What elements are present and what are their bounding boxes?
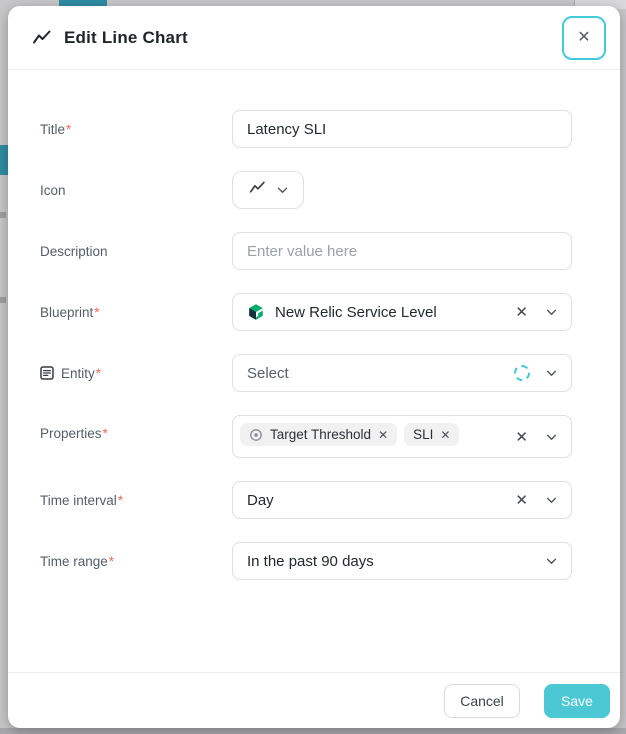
line-chart-icon [32, 30, 52, 45]
tag-label: SLI [413, 427, 434, 442]
required-asterisk: * [117, 492, 124, 508]
remove-tag-icon[interactable]: ✕ [378, 427, 389, 442]
remove-tag-icon[interactable]: ✕ [440, 427, 451, 442]
selected-tags [240, 423, 515, 446]
chevron-down-icon[interactable] [546, 497, 557, 504]
chevron-down-icon[interactable] [546, 434, 557, 441]
cancel-button[interactable]: Cancel [444, 684, 520, 718]
entity-list-icon [40, 366, 54, 380]
line-chart-icon [249, 181, 266, 199]
icon-label: Icon [40, 182, 66, 198]
description-input[interactable] [232, 232, 572, 270]
entity-select[interactable] [232, 354, 572, 392]
entity-placeholder: Select [247, 364, 289, 382]
time-range-label: Time range * [40, 553, 115, 569]
new-relic-logo-icon [247, 303, 265, 321]
dialog-header [8, 6, 620, 70]
icon-picker-dropdown[interactable] [232, 171, 304, 209]
dialog-footer [8, 672, 620, 728]
backdrop-bottom-strip [0, 728, 626, 734]
entity-label: Entity * [40, 366, 232, 381]
time-interval-value: Day [247, 491, 274, 509]
clear-icon[interactable]: ✕ [515, 428, 528, 446]
chevron-down-icon[interactable] [546, 309, 557, 316]
save-button[interactable]: Save [544, 684, 610, 718]
tag-target-threshold[interactable] [240, 423, 397, 446]
field-row-title [40, 110, 572, 148]
chevron-down-icon[interactable] [546, 558, 557, 565]
clear-icon[interactable]: ✕ [515, 303, 528, 321]
field-row-icon [40, 171, 572, 209]
blueprint-label: Blueprint * [40, 304, 100, 320]
close-icon: ✕ [577, 28, 591, 46]
properties-label: Properties * [40, 426, 108, 441]
time-interval-select[interactable] [232, 481, 572, 519]
time-range-value: In the past 90 days [247, 552, 374, 570]
loading-spinner-icon [514, 365, 530, 381]
backdrop-text-fragment [0, 212, 6, 218]
field-row-properties [40, 415, 572, 458]
tag-label: Target Threshold [270, 427, 372, 442]
field-row-time-interval [40, 481, 572, 519]
field-row-time-range [40, 542, 572, 580]
dialog-title: Edit Line Chart [64, 27, 188, 47]
description-label: Description [40, 243, 108, 259]
dialog-body [8, 70, 620, 672]
time-range-select[interactable] [232, 542, 572, 580]
clear-icon[interactable]: ✕ [515, 491, 528, 509]
target-icon [249, 428, 263, 442]
field-row-blueprint [40, 293, 572, 331]
required-asterisk: * [102, 426, 108, 441]
title-label: Title * [40, 121, 72, 137]
edit-line-chart-dialog [8, 6, 620, 728]
close-button[interactable] [562, 16, 606, 60]
chevron-down-icon[interactable] [546, 370, 557, 377]
backdrop-text-fragment [0, 297, 6, 303]
required-asterisk: * [108, 553, 115, 569]
blueprint-select[interactable] [232, 293, 572, 331]
title-input[interactable] [232, 110, 572, 148]
time-interval-label: Time interval * [40, 492, 124, 508]
field-row-entity [40, 354, 572, 392]
required-asterisk: * [94, 304, 100, 320]
chevron-down-icon [277, 187, 288, 194]
tag-sli[interactable] [404, 423, 459, 446]
required-asterisk: * [66, 121, 72, 137]
backdrop-teal-accent [0, 145, 8, 175]
required-asterisk: * [95, 365, 102, 381]
blueprint-value: New Relic Service Level [275, 303, 437, 321]
properties-multiselect[interactable] [232, 415, 572, 458]
field-row-description [40, 232, 572, 270]
